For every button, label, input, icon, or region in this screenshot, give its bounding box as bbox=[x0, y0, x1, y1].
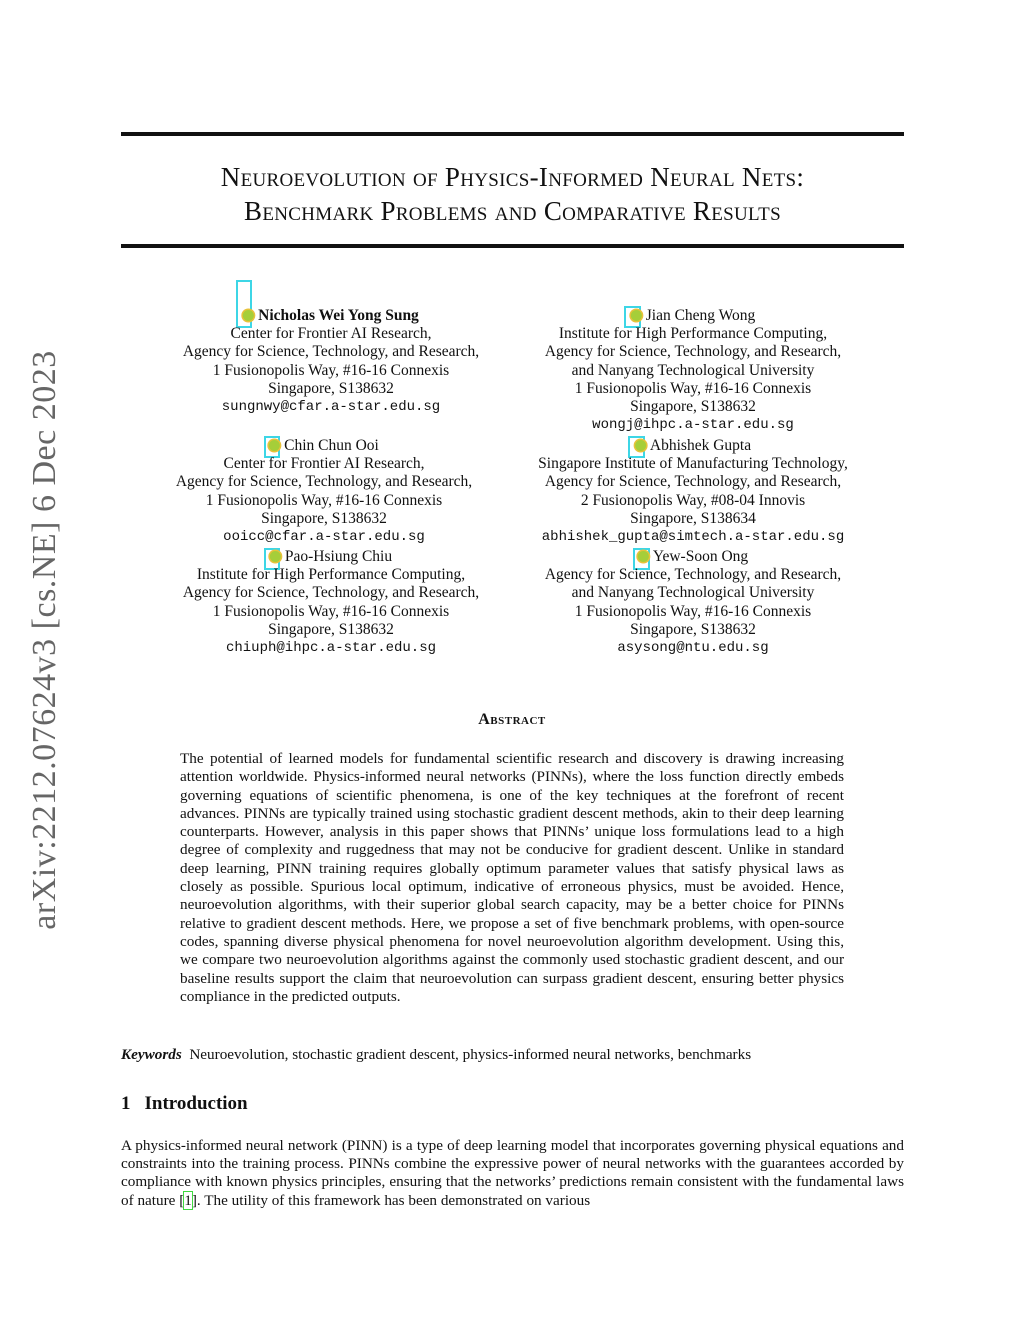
author-block bbox=[183, 548, 479, 657]
author-email[interactable]: chiuph@ihpc.a-star.edu.sg bbox=[225, 640, 437, 657]
title-line-2: Benchmark Problems and Comparative Results bbox=[244, 196, 781, 226]
affiliation-line: Center for Frontier AI Research, bbox=[230, 325, 432, 343]
title-line-1: Neuroevolution of Physics-Informed Neural Nets: bbox=[220, 162, 805, 192]
affiliation-line: Singapore, S138632 bbox=[268, 620, 394, 638]
orcid-icon[interactable] bbox=[638, 551, 649, 562]
author-block bbox=[176, 437, 472, 546]
abstract-text: The potential of learned models for fundamental scientific research and discovery is drawing increasing attention worldwide. Physics-informed neural networks (PINNs), where the loss function directly embeds governing equations of scientific phenomena, is one of the key techniques at the forefront of recent advances. PINNs are typically trained using stochastic gradient descent methods, akin to their deep learning counterparts. However, analysis in this paper shows that PINNs’ unique loss formulations lead to a high degree of complexity and ruggedness that may not be conducive for gradient descent. Unlike in standard deep learning, PINN training requires globally optimum parameter values that satisfy physical laws as closely as possible. Spurious local optimum, indicative of erroneous physics, must be avoided. Hence, neuroevolution algorithms, with their superior global search capacity, may be a better choice for PINNs relative to gradient descent methods. Here, we propose a set of five benchmark problems, with open-source codes, spanning diverse physical phenomena for novel neuroevolution algorithm development. Using this, we compare two neuroevolution algorithms against the commonly used stochastic gradient descent, and our baseline results support the claim that neuroevolution can surpass gradient descent, ensuring better physics compliance in the predicted outputs. bbox=[180, 750, 844, 1005]
affiliation-line: Agency for Science, Technology, and Research, bbox=[544, 473, 842, 491]
author-email[interactable]: wongj@ihpc.a-star.edu.sg bbox=[592, 417, 794, 434]
author-name: Jian Cheng Wong bbox=[645, 307, 756, 324]
affiliation-line: Singapore Institute of Manufacturing Technology, bbox=[538, 455, 848, 473]
affiliation-line: Agency for Science, Technology, and Research, bbox=[175, 473, 473, 491]
affiliation-line: Singapore, S138634 bbox=[630, 509, 756, 527]
affiliation-line: and Nanyang Technological University bbox=[571, 361, 815, 379]
orcid-icon[interactable] bbox=[270, 551, 281, 562]
author-email[interactable]: ooicc@cfar.a-star.edu.sg bbox=[223, 529, 425, 546]
intro-text-continued: ]. The utility of this framework has been demonstrated on various bbox=[191, 1191, 591, 1209]
affiliation-line: Institute for High Performance Computing, bbox=[558, 325, 828, 343]
author-name: Abhishek Gupta bbox=[649, 437, 752, 454]
affiliation-line: Agency for Science, Technology, and Research, bbox=[182, 343, 480, 361]
section-title: Introduction bbox=[144, 1093, 248, 1114]
abstract-heading: Abstract bbox=[478, 711, 546, 728]
affiliation-line: Center for Frontier AI Research, bbox=[223, 455, 425, 473]
keywords-label: Keywords bbox=[121, 1046, 182, 1063]
affiliation-line: 1 Fusionopolis Way, #16-16 Connexis bbox=[205, 491, 443, 509]
affiliation-line: 1 Fusionopolis Way, #16-16 Connexis bbox=[574, 602, 812, 620]
citation-link[interactable]: 1 bbox=[184, 1191, 192, 1209]
author-block bbox=[538, 437, 848, 546]
author-block bbox=[545, 307, 841, 434]
affiliation-line: Singapore, S138632 bbox=[268, 379, 394, 397]
title-bottom-rule bbox=[121, 244, 904, 248]
author-name: Nicholas Wei Yong Sung bbox=[258, 307, 419, 324]
arxiv-identifier[interactable]: arXiv:2212.07624v3 [cs.NE] 6 Dec 2023 bbox=[26, 350, 63, 930]
top-rule bbox=[121, 132, 904, 136]
intro-text: A physics-informed neural network (PINN) is a type of deep learning model that incorporates governing physical equations and constraints into the training process. PINNs combine the expressive power of neural networks with the guarantees accorded by compliance with known physics principles, ensuring that the networks’ predictions remain consistent with the fundamental laws of nature [ bbox=[121, 1137, 904, 1209]
affiliation-line: Agency for Science, Technology, and Research, bbox=[544, 343, 842, 361]
author-block bbox=[183, 307, 479, 416]
keywords-text: Neuroevolution, stochastic gradient descent, physics-informed neural networks, benchmarks bbox=[189, 1046, 752, 1063]
affiliation-line: Institute for High Performance Computing, bbox=[196, 566, 466, 584]
author-block bbox=[545, 548, 841, 657]
author-email[interactable]: abhishek_gupta@simtech.a-star.edu.sg bbox=[541, 529, 845, 546]
orcid-icon[interactable] bbox=[269, 440, 280, 451]
affiliation-line: and Nanyang Technological University bbox=[571, 584, 815, 602]
affiliation-line: 1 Fusionopolis Way, #16-16 Connexis bbox=[212, 602, 450, 620]
affiliation-line: Singapore, S138632 bbox=[630, 398, 756, 416]
affiliation-line: Singapore, S138632 bbox=[261, 509, 387, 527]
keywords-line bbox=[121, 1046, 751, 1064]
introduction-paragraph bbox=[121, 1137, 904, 1210]
paper-title bbox=[121, 160, 904, 228]
affiliation-line: Singapore, S138632 bbox=[630, 620, 756, 638]
affiliation-line: 1 Fusionopolis Way, #16-16 Connexis bbox=[574, 379, 812, 397]
orcid-icon[interactable] bbox=[631, 310, 642, 321]
orcid-icon[interactable] bbox=[635, 440, 646, 451]
author-name: Yew-Soon Ong bbox=[652, 548, 749, 565]
section-number: 1 bbox=[121, 1093, 131, 1114]
author-name: Pao-Hsiung Chiu bbox=[284, 548, 393, 565]
affiliation-line: 1 Fusionopolis Way, #16-16 Connexis bbox=[212, 361, 450, 379]
affiliation-line: Agency for Science, Technology, and Research, bbox=[182, 584, 480, 602]
author-email[interactable]: asysong@ntu.edu.sg bbox=[617, 640, 769, 657]
affiliation-line: 2 Fusionopolis Way, #08-04 Innovis bbox=[580, 491, 806, 509]
affiliation-line: Agency for Science, Technology, and Research, bbox=[544, 566, 842, 584]
author-email[interactable]: sungnwy@cfar.a-star.edu.sg bbox=[221, 399, 441, 416]
author-name: Chin Chun Ooi bbox=[284, 437, 379, 454]
orcid-icon[interactable] bbox=[243, 310, 254, 321]
section-heading bbox=[121, 1093, 248, 1115]
